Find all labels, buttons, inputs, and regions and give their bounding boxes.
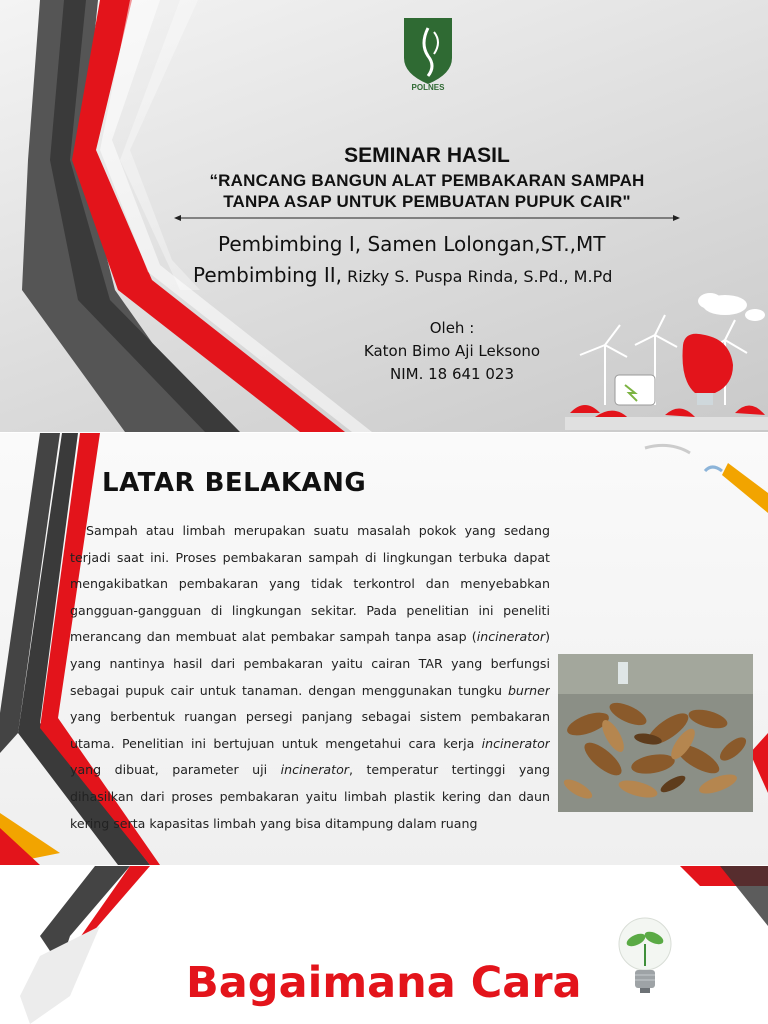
para-part-4: yang dibuat, parameter uji: [70, 762, 281, 778]
slide-background: [0, 433, 768, 865]
section-heading: LATAR BELAKANG: [102, 468, 367, 498]
term-incinerator-2: incinerator: [481, 735, 550, 751]
term-incinerator-1: incinerator: [476, 629, 546, 645]
title-divider: [174, 214, 680, 222]
supervisor-1: Pembimbing I, Samen Lolongan,ST.,MT: [218, 232, 606, 256]
para-part-5: , temperatur tertinggi yang dihasilkan dari proses pembakaran yaitu limbah plastik kering dan daun kering serta kapasitas limbah yang bisa ditampung dalam ruang: [70, 762, 550, 831]
polnes-logo: [398, 14, 458, 92]
supervisor-2: [193, 263, 612, 287]
logo-text: POLNES: [411, 83, 445, 92]
term-burner: burner: [507, 682, 550, 698]
title-line-2: TANPA ASAP UNTUK PEMBUATAN PUPUK CAIR": [223, 192, 631, 211]
lightbulb-plant-icon: [608, 908, 682, 1000]
author-name: Katon Bimo Aji Leksono: [363, 342, 541, 360]
para-part-1: Sampah atau limbah merupakan suatu masalah pokok yang sedang terjadi saat ini. Proses pembakaran sampah di lingkungan terbuka dapat mengakibatkan pembakaran yang tidak terkontrol dan menyebabkan gangguan-gangguan di lingkungan sekitar. Pada penelitian ini peneliti merancang dan membuat alat pembakar sampah tanpa asap (: [70, 523, 550, 645]
title-line-1: “RANCANG BANGUN ALAT PEMBAKARAN SAMPAH: [209, 171, 645, 190]
para-part-2: ) yang nantinya hasil dari pembakaran yaitu cairan TAR yang berfungsi sebagai pupuk cair untuk tanaman. dengan menggunakan tungku: [70, 629, 550, 698]
question-heading: Bagaimana Cara: [186, 958, 582, 1008]
author-nim: NIM. 18 641 023: [389, 365, 514, 383]
term-incinerator-3: incinerator: [280, 762, 349, 778]
background-paragraph: [70, 518, 550, 858]
para-part-3: yang berbentuk ruangan persegi panjang sebagai sistem pembakaran utama. Penelitian ini bertujuan untuk mengetahui cara kerja: [70, 709, 550, 751]
supervisor-2-prefix: Pembimbing II,: [193, 263, 343, 287]
slide-title: [0, 0, 768, 432]
eco-energy-illustration: [565, 285, 768, 430]
by-label: Oleh :: [429, 319, 475, 337]
seminar-heading: SEMINAR HASIL: [344, 144, 510, 167]
dry-leaves-photo: [558, 654, 753, 812]
slide-question: [0, 866, 768, 1024]
supervisor-2-name: Rizky S. Puspa Rinda, S.Pd., M.Pd: [342, 267, 613, 286]
